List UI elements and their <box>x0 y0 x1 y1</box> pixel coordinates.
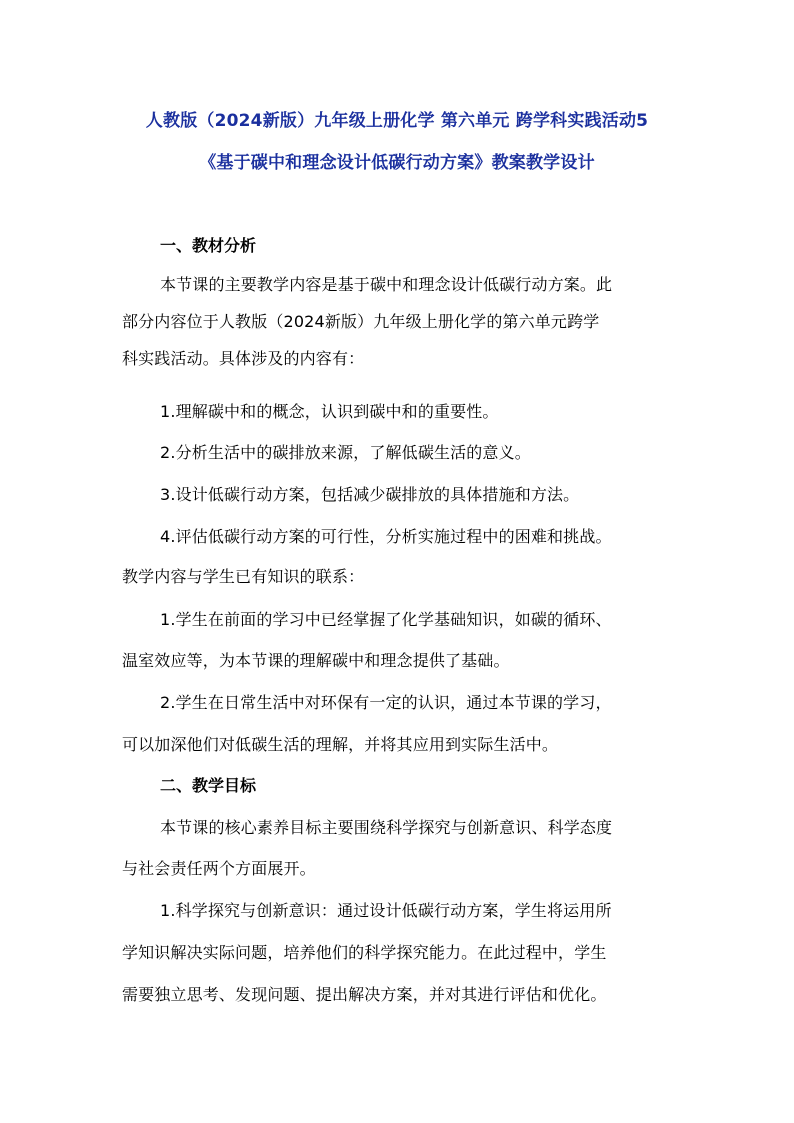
document-title-line-2: 《基于碳中和理念设计低碳行动方案》教案教学设计 <box>199 153 595 173</box>
paragraph-line: 与社会责任两个方面展开。 <box>122 859 316 878</box>
list-item: 2.分析生活中的碳排放来源，了解低碳生活的意义。 <box>160 443 531 462</box>
section-heading-teaching-goals: 二、教学目标 <box>160 776 257 795</box>
paragraph-line: 可以加深他们对低碳生活的理解，并将其应用到实际生活中。 <box>122 735 559 754</box>
list-item: 1.理解碳中和的概念，认识到碳中和的重要性。 <box>160 402 499 421</box>
paragraph-line: 部分内容位于人教版（2024新版）九年级上册化学的第六单元跨学 <box>122 312 600 331</box>
paragraph-line: 温室效应等，为本节课的理解碳中和理念提供了基础。 <box>122 651 510 670</box>
list-item: 2.学生在日常生活中对环保有一定的认识，通过本节课的学习， <box>160 693 612 712</box>
paragraph-line: 本节课的核心素养目标主要围绕科学探究与创新意识、科学态度 <box>160 818 613 837</box>
list-item: 4.评估低碳行动方案的可行性，分析实施过程中的困难和挑战。 <box>160 527 612 546</box>
paragraph-line: 学知识解决实际问题，培养他们的科学探究能力。在此过程中，学生 <box>122 943 607 962</box>
list-item: 3.设计低碳行动方案，包括减少碳排放的具体措施和方法。 <box>160 485 580 504</box>
list-item: 1.科学探究与创新意识：通过设计低碳行动方案，学生将运用所 <box>160 901 612 920</box>
section-heading-textbook-analysis: 一、教材分析 <box>160 236 257 255</box>
paragraph-line: 需要独立思考、发现问题、提出解决方案，并对其进行评估和优化。 <box>122 985 607 1004</box>
paragraph-line: 科实践活动。具体涉及的内容有： <box>122 349 365 368</box>
list-item: 1.学生在前面的学习中已经掌握了化学基础知识，如碳的循环、 <box>160 610 612 629</box>
document-title-line-1: 人教版（2024新版）九年级上册化学 第六单元 跨学科实践活动5 <box>145 111 649 131</box>
paragraph-line: 教学内容与学生已有知识的联系： <box>122 567 365 586</box>
paragraph-line: 本节课的主要教学内容是基于碳中和理念设计低碳行动方案。此 <box>160 275 613 294</box>
